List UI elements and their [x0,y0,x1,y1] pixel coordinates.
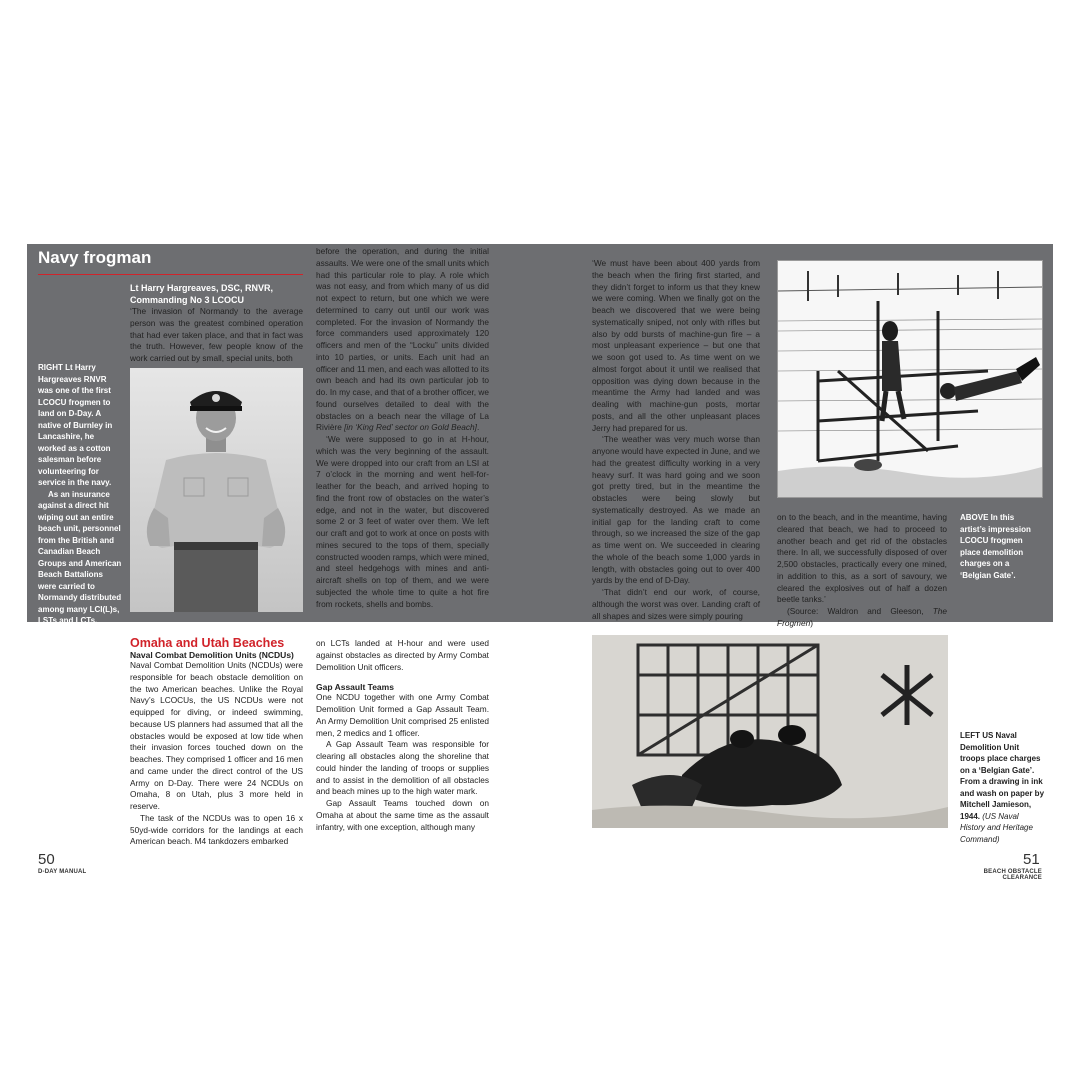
running-title-right: BEACH OBSTACLE CLEARANCE [983,869,1042,881]
ink-wash-illustration [592,635,948,828]
photo-caption: RIGHT Lt Harry Hargreaves RNVR was one of the first LCOCU frogmen to land on D-Day. A native of Burnley in Lancashire, he worked as a cotton salesman before volunteering for service in the navy. As an insurance against a direct hit wiping out an entire beach unit, personnel from the British and Canadian Beach Groups and American Beach Battalions were carried to Normandy distributed among many LCI(L)s, LSTs and LCTs. [38,363,122,625]
article-column-1: Lt Harry Hargreaves, DSC, RNVR, Commanding No 3 LCOCU ‘The invasion of Normandy to the average person was the greatest combined operation that had ever taken place, and that in fact was the truth. However, few people know of the work carried out by small, special units, both [130,283,303,363]
section-omaha-utah-col2: on LCTs landed at H-hour and were used against obstacles as directed by Army Combat Demolition Unit officers. Gap Assault Teams One NCDU together with one Army Combat Demolition Unit formed a Gap Assault Team. An Army Demolition Unit comprised 25 enlisted men, 2 medics and 1 officer. A Gap Assault Team was responsible for clearing all obstacles along the shoreline that could hinder the landing of troops or supplies and to assist in the demolition of all obstacles and beach mines up to the high water mark. Gap Assault Teams touched down on Omaha at about the same time as the assault infantry, with one exception, although many [316,638,489,832]
article-column-2: before the operation, and during the initial assaults. We were one of the small units which had this particular role to play. A role which was not easy, and from which many of us did not expect to return, but one which we were determined to carry out until our work was completed. For the invasion of Normandy the force commanders used approximately 120 officers and men of the “Locku” units divided into 10 parties, or units. Each unit had an officer and 11 men, and each was allotted to its own beach and had its own particular job to do. In my case, and that of a brother officer, we found ourselves detailed to deal with the obstacles on a beach near the village of La Rivière [in ‘King Red’ sector on Gold Beach]. ‘We were supposed to go in at H-hour, which was the very beginning of the assault. We were dropped into our craft from an LSI at 7 o’clock in the morning and went hell-for-leather for the beach, and arrived hoping to find the front row of obstacles on the water’s edge, and not in the water, but discovered some 2 or 3 feet of water over them. We left our craft and got to work at once on posts with mines secured to the tops of them, specially constructed wooden ramps, which were mined, and steel hedgehogs with mines and anti-aircraft shells on top of them, and we were subjected the whole time to quite a hot fire from rockets, shells and bombs. [316,246,489,609]
gap-assault-heading: Gap Assault Teams [316,682,394,693]
sketch-caption: ABOVE In this artist’s impression LCOCU frogmen place demolition charges on a ‘Belgian Gate’. [960,513,1031,580]
caption-lead: ABOVE [960,513,989,522]
portrait-photo [130,368,303,612]
feature-title: Navy frogman [38,248,303,275]
running-title-left: D-DAY MANUAL [38,869,87,875]
frogmen-sketch-illustration [778,261,1042,497]
page-number-right: 51 [1023,851,1040,868]
page-number-left: 50 [38,851,55,868]
article-column-4: on to the beach, and in the meantime, having cleared that beach, we had to proceed to another beach and get rid of the obstacles there. In all, we successfully disposed of over 2,500 obstacles, practically every one mined, in addition to this, as a sort of savoury, we cleared the explosives out of half a dozen beetle tanks.’ (Source: Waldron and Gleeson, The Frogmen) [777,512,947,628]
section-omaha-utah: Omaha and Utah Beaches Naval Combat Demolition Units (NCDUs) Naval Combat Demolition Units (NCDUs) were responsible for beach obstacle demolition on the two American beaches. Unlike the Royal Navy’s LCOCUs, the US NCDUs were not equipped for diving, or indeed swimming, because US planners had assumed that all the obstacles would be exposed at low tide when their invasion forces touched down on the beaches. They comprised 1 officer and 16 men and came under the direct control of the US Army on D-Day. There were 24 NCDUs on Omaha, 8 on Utah, plus 3 more held in reserve. The task of the NCDUs was to open 16 x 50yd-wide corridors for the landings at each American beach. M4 tankdozers embarked [130,636,303,847]
section-heading: Omaha and Utah Beaches [130,636,285,650]
portrait-illustration [130,368,303,612]
section-subheading: Naval Combat Demolition Units (NCDUs) [130,650,294,660]
caption-lead: RIGHT [38,363,63,372]
frogmen-sketch [777,260,1043,498]
drawing-caption: LEFT US Naval Demolition Unit troops place charges on a ‘Belgian Gate’. From a drawing in ink and wash on paper by Mitchell Jamieson, 1944. (US Naval History and Heritage Command) [960,731,1045,844]
ink-wash-drawing [592,635,948,828]
article-column-3: ‘We must have been about 400 yards from the beach when the firing first started, and they didn’t forget to inform us that they knew we were coming. When we finally got on the beach we discovered that we were being systematically sniped, not only with rifles but also by odd bursts of machine-gun fire – a most unpleasant experience – but one that we soon got used to. As time went on we almost forgot about it until we realised that opposition was dying down because in the meantime the Army had landed and was dealing with machine-gun posts, mortar posts, and all the other unpleasant places Jerry had prepared for us. ‘The weather was very much worse than anyone would have expected in June, and we had the greatest difficulty working in a very heavy surf. It was hard going and we soon got pretty tired, but in the meantime the obstacles were being slowly but systematically destroyed. As we made an initial gap for the landing craft to come through, so we increased the size of the gap as time went on. We succeeded in clearing the whole of the beach some 1,000 yards in length, with obstacles going out to over 400 yards by the end of D-Day. ‘That didn’t end our work, of course, although the worst was over. Landing craft of all shapes and sizes were simply pouring [592,258,760,621]
caption-lead: LEFT [960,731,980,740]
